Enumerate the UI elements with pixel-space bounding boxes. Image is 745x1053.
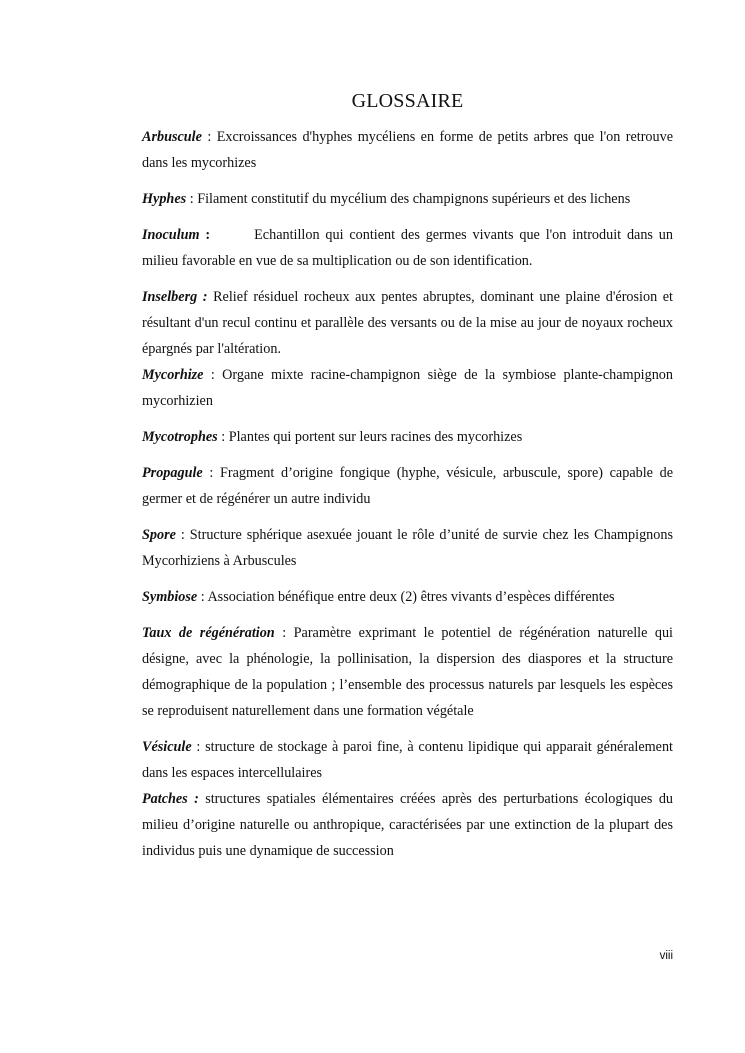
term-separator: : (202, 465, 220, 481)
glossary-term: Inoculum (142, 227, 200, 243)
glossary-entry-mycorhize (142, 362, 673, 414)
glossary-term: Mycorhize (142, 367, 204, 383)
glossary-definition: Excroissances d'hyphes mycéliens en forme de petits arbres que l'on retrouve dans les mycorhizes (142, 129, 673, 171)
term-separator: : (217, 429, 229, 445)
glossary-term: Vésicule (142, 739, 192, 755)
glossary-term: Symbiose (142, 589, 198, 605)
glossary-term: Spore (142, 527, 176, 543)
glossary-entry-patches (142, 786, 673, 864)
term-separator: : (197, 589, 208, 605)
glossary-definition: Filament constitutif du mycélium des champignons supérieurs et des lichens (197, 191, 631, 207)
glossary-entry-inselberg (142, 284, 673, 362)
glossary-term: Arbuscule (142, 129, 202, 145)
glossary-definition: Fragment d’origine fongique (hyphe, vésicule, arbuscule, spore) capable de germer et de régénérer un autre individu (142, 465, 673, 507)
glossary-definition: Plantes qui portent sur leurs racines des mycorhizes (228, 429, 523, 445)
glossary-definition: Echantillon qui contient des germes vivants que l'on introduit dans un milieu favorable en vue de sa multiplication ou de son identification. (142, 227, 673, 269)
glossary-definition: Paramètre exprimant le potentiel de régénération naturelle qui désigne, avec la phénologie, la pollinisation, la dispersion des diaspores et la structure démographique de la population ; l’ensemble des processus naturels par lesquels les espèces se reproduisent naturellement dans une formation végétale (142, 625, 673, 719)
page-number: viii (659, 950, 673, 962)
glossary-definition: Organe mixte racine-champignon siège de la symbiose plante-champignon mycorhizien (142, 367, 673, 409)
term-separator: : (186, 191, 198, 207)
glossary-term: Inselberg : (142, 289, 208, 305)
glossary-list (142, 124, 673, 874)
glossary-definition: Association bénéfique entre deux (2) êtres vivants d’espèces différentes (207, 589, 615, 605)
glossary-term: Propagule (142, 465, 203, 481)
glossary-term: Patches : (142, 791, 199, 807)
term-separator: : (175, 527, 190, 543)
glossary-entry-mycotrophes (142, 424, 673, 450)
term-separator: : (201, 129, 217, 145)
glossary-definition: Structure sphérique asexuée jouant le rôle d’unité de survie chez les Champignons Mycorhiziens à Arbuscules (142, 527, 673, 569)
glossary-entry-vesicule (142, 734, 673, 786)
glossary-definition: structures spatiales élémentaires créées après des perturbations écologiques du milieu d’origine naturelle ou anthropique, caractérisées par une extinction de la plupart des individus puis une dynamique de succession (142, 791, 674, 859)
glossary-definition: Relief résiduel rocheux aux pentes abruptes, dominant une plaine d'érosion et résultant d'un recul continu et parallèle des versants ou de la mise au jour de noyaux rocheux épargnés par l'altération. (142, 289, 673, 357)
term-separator: : (191, 739, 206, 755)
term-separator: : (199, 227, 211, 243)
glossary-entry-inoculum (142, 222, 673, 274)
glossary-entry-spore (142, 522, 673, 574)
glossary-entry-arbuscule (142, 124, 673, 176)
glossary-definition: structure de stockage à paroi fine, à contenu lipidique qui apparait généralement dans les espaces intercellulaires (142, 739, 673, 781)
glossary-term: Mycotrophes (142, 429, 218, 445)
page-title: GLOSSAIRE (351, 90, 464, 112)
term-separator: : (274, 625, 294, 641)
glossary-entry-symbiose (142, 584, 673, 610)
glossary-entry-hyphes (142, 186, 673, 212)
glossary-term: Taux de régénération (142, 625, 275, 641)
glossary-term: Hyphes (142, 191, 187, 207)
term-separator: : (203, 367, 223, 383)
glossary-entry-propagule (142, 460, 673, 512)
glossary-entry-taux-de-regeneration (142, 620, 673, 724)
